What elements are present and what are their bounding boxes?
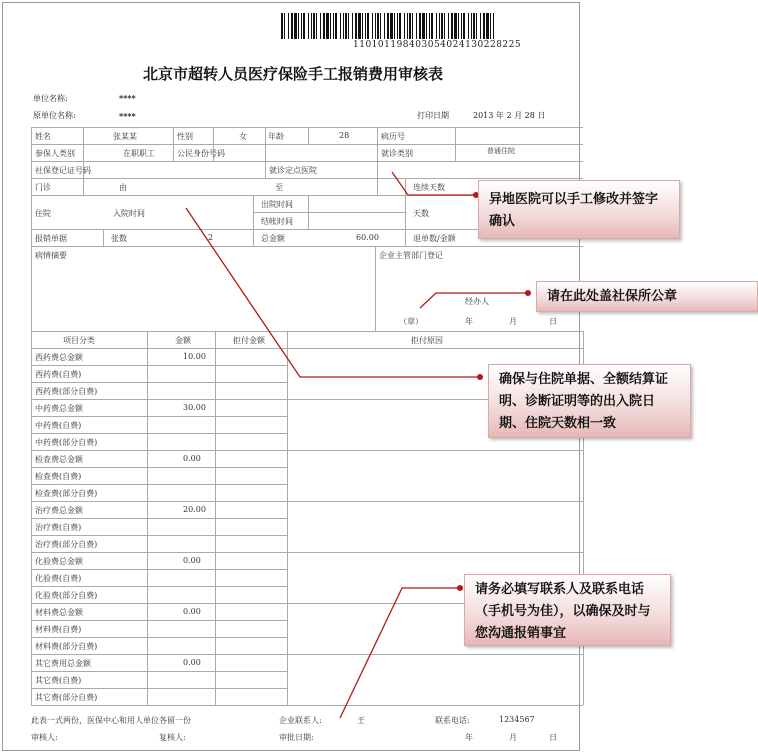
table-grid-line <box>31 569 287 570</box>
barcode-bar <box>298 13 299 39</box>
barcode-bar <box>377 13 379 39</box>
table-row-item: 材料费(部分自费) <box>35 642 98 651</box>
table-row-amount: 0.00 <box>183 556 201 565</box>
table-grid-line <box>31 382 287 383</box>
barcode-bar <box>330 13 331 39</box>
age-label: 年龄 <box>268 132 284 141</box>
reviewer-label: 审核人: <box>31 733 58 742</box>
barcode-bar <box>301 13 302 39</box>
callout-seal: 请在此处盖社保所公章 <box>536 281 758 312</box>
barcode-bar <box>444 13 445 39</box>
barcode-bar <box>384 13 385 39</box>
barcode-bar <box>412 13 413 39</box>
header-amount: 金额 <box>175 336 191 345</box>
barcode-bar <box>313 13 315 39</box>
print-date-value: 2013 年 2 月 28 日 <box>473 111 546 120</box>
barcode-bar <box>390 13 393 39</box>
grid-line <box>31 246 583 247</box>
header-refused-amount: 拒付金额 <box>233 336 265 345</box>
table-row-amount: 20.00 <box>183 505 206 514</box>
barcode-bar <box>404 13 405 39</box>
table-grid-line <box>31 620 287 621</box>
grid-line <box>253 212 405 213</box>
barcode-bar <box>343 13 344 39</box>
barcode-bar <box>294 13 297 39</box>
barcode-bar <box>340 13 341 39</box>
barcode-bar <box>358 13 361 39</box>
footer-note: 此表一式两份，医保中心和用人单位各留一份 <box>31 716 191 725</box>
table-row-item: 其它费用总金额 <box>35 659 91 668</box>
barcode-bar <box>431 13 433 39</box>
table-row-item: 材料费(自费) <box>35 625 82 634</box>
consecutive-days-label: 连续天数 <box>413 183 445 192</box>
table-grid-line <box>31 433 287 434</box>
unit-name-label: 单位名称: <box>33 94 68 103</box>
table-row-item: 化验费(自费) <box>35 574 82 583</box>
table-grid-line <box>31 688 287 689</box>
barcode-bar <box>483 13 485 39</box>
barcode-bar <box>436 13 437 39</box>
days-label: 天数 <box>413 209 429 218</box>
table-row-item: 治疗费总金额 <box>35 506 83 515</box>
sheets-value: 2 <box>208 233 214 242</box>
barcode-bar <box>471 13 472 39</box>
table-row-item: 中药费(部分自费) <box>35 438 98 447</box>
table-grid-line <box>215 331 216 705</box>
table-grid-line <box>31 501 583 502</box>
barcode-bar <box>326 13 329 39</box>
seal-label: （章） <box>399 317 423 326</box>
table-row-item: 其它费(自费) <box>35 676 82 685</box>
barcode-bar <box>448 13 449 39</box>
orig-unit-label: 原单位名称: <box>33 111 76 120</box>
insured-type-label: 参保人类别 <box>35 149 75 158</box>
barcode-bar <box>468 13 469 39</box>
barcode-bar <box>454 13 457 39</box>
grid-line <box>31 127 583 128</box>
grid-line <box>31 178 583 179</box>
barcode-bar <box>284 13 285 39</box>
form-title: 北京市超转人员医疗保险手工报销费用审核表 <box>142 65 443 83</box>
barcode-bar <box>362 13 363 39</box>
name-label: 姓名 <box>35 132 51 141</box>
barcode-bar <box>407 13 408 39</box>
grid-line <box>265 127 266 178</box>
grid-line <box>173 127 174 161</box>
barcode-bar <box>316 13 317 39</box>
table-grid-line <box>31 331 583 332</box>
table-row-item: 检查费(自费) <box>35 472 82 481</box>
table-row-item: 其它费(部分自费) <box>35 693 98 702</box>
header-item: 项目分类 <box>63 336 95 345</box>
table-grid-line <box>31 467 287 468</box>
barcode-bar <box>288 13 289 39</box>
claim-docs-label: 报销单据 <box>35 234 67 243</box>
dept-register-label: 企业主管部门登记 <box>379 251 443 260</box>
age-value: 28 <box>339 131 350 140</box>
barcode-bar <box>441 13 443 39</box>
barcode-bar <box>281 13 283 39</box>
barcode-bar <box>311 13 312 39</box>
barcode-bar <box>416 13 417 39</box>
settle-time-label: 结帐时间 <box>261 217 293 226</box>
sheets-label: 张数 <box>111 234 127 243</box>
contact-label: 企业联系人: <box>279 716 322 725</box>
ss-no-label: 社保登记证号码 <box>35 166 91 175</box>
barcode-bar <box>426 13 427 39</box>
table-grid-line <box>31 416 287 417</box>
grid-line <box>455 127 456 161</box>
grid-line <box>308 127 309 144</box>
review-date-label: 审批日期: <box>279 733 314 742</box>
barcode-bar <box>493 13 494 39</box>
barcode-bar <box>323 13 325 39</box>
grid-line <box>308 195 309 229</box>
table-row-item: 中药费(自费) <box>35 421 82 430</box>
total-amount-value: 60.00 <box>356 233 379 242</box>
callout-consistency: 确保与住院单据、全额结算证明、诊断证明等的出入院日期、住院天数相一致 <box>488 364 691 438</box>
table-grid-line <box>287 331 288 705</box>
barcode-bar <box>387 13 389 39</box>
table-row-item: 中药费总金额 <box>35 404 83 413</box>
table-grid-line <box>31 552 583 553</box>
phone-label: 联系电话: <box>435 716 470 725</box>
barcode-bar <box>380 13 381 39</box>
gender-value: 女 <box>239 132 247 141</box>
barcode-bar <box>409 13 411 39</box>
table-grid-line <box>147 331 148 705</box>
barcode-bar <box>348 13 349 39</box>
total-amount-label: 总金额 <box>261 234 285 243</box>
to-label: 至 <box>275 183 283 192</box>
discharge-time-label: 出院时间 <box>261 200 293 209</box>
unit-name-value: **** <box>119 93 136 103</box>
grid-line <box>31 144 583 145</box>
gender-label: 性别 <box>177 132 193 141</box>
barcode-bar <box>375 13 376 39</box>
grid-line <box>83 127 84 195</box>
print-date-label: 打印日期 <box>417 111 449 120</box>
barcode-bar <box>397 13 398 39</box>
month-label: 月 <box>509 317 517 326</box>
barcode-bar <box>461 13 462 39</box>
id-label: 公民身份号码 <box>177 149 225 158</box>
table-grid-line <box>31 348 583 349</box>
table-row-amount: 0.00 <box>183 454 201 463</box>
grid-line <box>377 127 378 195</box>
barcode-bar <box>490 13 491 39</box>
table-grid-line <box>31 654 583 655</box>
barcode-bar <box>451 13 453 39</box>
table-grid-line <box>31 535 287 536</box>
table-grid-line <box>31 518 287 519</box>
visit-type-value: 普通住院 <box>487 147 515 155</box>
table-row-item: 西药费(自费) <box>35 370 82 379</box>
barcode-number: 1101011984030540241302282​25 <box>353 40 522 50</box>
barcode-bar <box>473 13 475 39</box>
grid-line <box>405 178 406 229</box>
table-row-item: 检查费(部分自费) <box>35 489 98 498</box>
phone-value: 1234567 <box>499 715 535 724</box>
table-row-item: 检查费总金额 <box>35 455 83 464</box>
summary-label: 病情摘要 <box>35 251 67 260</box>
barcode-bar <box>367 13 369 39</box>
barcode-bar <box>355 13 357 39</box>
admit-time-label: 入院时间 <box>113 209 145 218</box>
barcode-bar <box>303 13 305 39</box>
barcode-bar <box>365 13 366 39</box>
header-refused-reason: 拒付原因 <box>411 336 443 345</box>
grid-line <box>31 161 583 162</box>
barcode-bar <box>480 13 481 39</box>
barcode-bar <box>352 13 353 39</box>
barcode-bar <box>308 13 309 39</box>
grid-line <box>405 229 406 246</box>
table-row-amount: 30.00 <box>183 403 206 412</box>
barcode-bar <box>333 13 334 39</box>
rechecker-label: 复核人: <box>159 733 186 742</box>
refund-label: 退单数/金额 <box>413 234 456 243</box>
barcode-bar <box>458 13 459 39</box>
inpatient-label: 住院 <box>35 209 51 218</box>
record-label: 病历号 <box>381 132 405 141</box>
table-grid-line <box>31 450 583 451</box>
contact-value: 王 <box>357 716 365 725</box>
table-row-item: 化验费总金额 <box>35 557 83 566</box>
table-row-amount: 10.00 <box>183 352 206 361</box>
barcode-bar <box>335 13 337 39</box>
footer-day-label: 日 <box>549 733 557 742</box>
day-label: 日 <box>549 317 557 326</box>
callout-contact: 请务必填写联系人及联系电话（手机号为佳），以确保及时与您沟通报销事宜 <box>464 574 671 646</box>
visit-type-label: 就诊类别 <box>381 149 413 158</box>
grid-line <box>253 195 254 246</box>
barcode-bar <box>345 13 347 39</box>
table-row-item: 化验费(部分自费) <box>35 591 98 600</box>
name-value: 张某某 <box>113 132 137 141</box>
table-row-item: 西药费(部分自费) <box>35 387 98 396</box>
barcode-bar <box>476 13 477 39</box>
barcode-bar <box>372 13 373 39</box>
barcode-bar <box>320 13 321 39</box>
orig-unit-value: **** <box>119 111 136 121</box>
barcode-bar <box>463 13 465 39</box>
table-grid-line <box>31 586 287 587</box>
year-label: 年 <box>465 317 473 326</box>
table-grid-line <box>31 671 287 672</box>
barcode <box>281 13 495 39</box>
barcode-bar <box>429 13 430 39</box>
barcode-bar <box>422 13 425 39</box>
table-row-amount: 0.00 <box>183 658 201 667</box>
callout-remote-hospital: 异地医院可以手工修改并签字确认 <box>478 180 680 239</box>
barcode-bar <box>399 13 401 39</box>
hospital-label: 就诊定点医院 <box>269 166 317 175</box>
table-row-item: 治疗费(自费) <box>35 523 82 532</box>
table-row-item: 治疗费(部分自费) <box>35 540 98 549</box>
table-grid-line <box>31 331 32 705</box>
barcode-bar <box>486 13 489 39</box>
table-grid-line <box>31 705 583 706</box>
table-grid-line <box>31 637 287 638</box>
barcode-bar <box>394 13 395 39</box>
table-grid-line <box>31 484 287 485</box>
insured-type-value: 在职职工 <box>123 149 155 158</box>
table-row-item: 西药费总金额 <box>35 353 83 362</box>
barcode-bar <box>291 13 293 39</box>
from-label: 由 <box>119 183 127 192</box>
barcode-bar <box>439 13 440 39</box>
handler-label: 经办人 <box>465 297 489 306</box>
footer-month-label: 月 <box>509 733 517 742</box>
barcode-bar <box>419 13 421 39</box>
table-grid-line <box>31 365 287 366</box>
table-row-amount: 0.00 <box>183 607 201 616</box>
footer-year-label: 年 <box>465 733 473 742</box>
grid-line <box>375 246 376 331</box>
outpatient-label: 门诊 <box>35 183 51 192</box>
table-row-item: 材料费总金额 <box>35 608 83 617</box>
grid-line <box>103 229 104 246</box>
